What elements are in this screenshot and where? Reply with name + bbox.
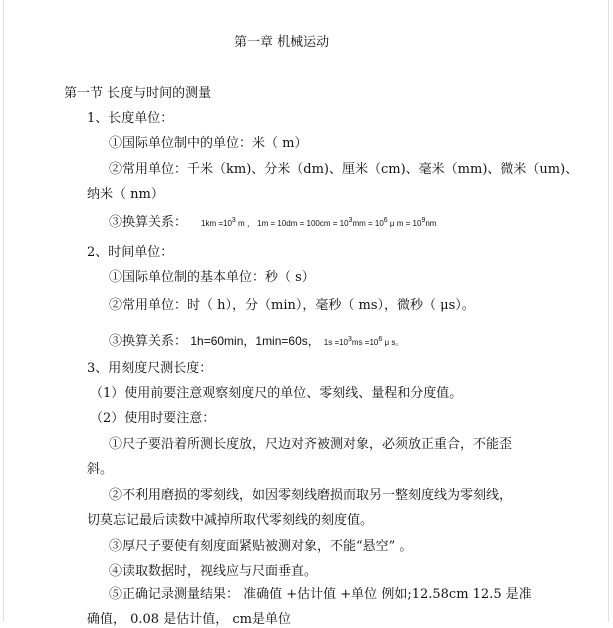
page-right-edge [608,0,609,622]
ruler-note-5: ⑤正确记录测量结果： 准确值 +估计值 +单位 例如;12.58cm 12.5 是准 [109,587,532,602]
ruler-heading: 3、用刻度尺测长度： [87,361,213,376]
length-conversion [109,215,436,232]
ruler-note-2-line1: ②不利用磨损的零刻线，如因零刻线磨损而取另一整刻度线为零刻线， [109,488,513,503]
chapter-title: 第一章 机械运动 [234,35,330,50]
length-conversion-formula: $1km =10^3$ m ， $1m = 10dm = 100cm = 10^3mm = 10^6$ μ $m = 10^9nm$ [201,217,437,228]
ruler-note-3: ③厚尺子要使有刻度面紧贴被测对象，不能“悬空” 。 [109,539,413,554]
length-si-unit: ①国际单位制中的单位：米（ m） [109,136,308,151]
time-conversion-label: ③换算关系： [109,334,188,349]
ruler-note-1-line1: ①尺子要沿着所测长度放，尺边对齐被测对象，必须放正重合，不能歪 [109,437,513,452]
time-si-unit: ①国际单位制的基本单位：秒（ s） [109,270,315,285]
time-common-units: ②常用单位：时（ h），分（min），毫秒（ ms），微秒（ μs）。 [109,298,475,313]
ruler-note-4: ④读取数据时，视线应与尺面垂直。 [109,564,318,579]
time-conversion-main: 1h=60min，1min=60s， [187,334,320,348]
time-unit-heading: 2、时间单位： [87,245,174,260]
length-common-units-line1: ②常用单位：千米（km)、分米（dm)、厘米（cm)、毫米（mm)、微米（um)、 [109,162,579,177]
ruler-note-5-continued: 确值， 0.08 是估计值， cm是单位 [87,612,291,627]
section-heading: 第一节 长度与时间的测量 [64,86,212,101]
time-conversion [109,333,403,351]
length-unit-heading: 1、长度单位： [87,111,174,126]
ruler-before-use: （1）使用前要注意观察刻度尺的单位、零刻线、量程和分度值。 [90,386,463,401]
length-common-units-line2: 纳米（ nm） [87,187,164,202]
length-conversion-label: ③换算关系： [109,215,188,230]
ruler-note-1-line2: 斜。 [87,462,114,477]
ruler-during-use: （2）使用时要注意： [90,411,216,426]
page-left-edge [3,0,4,622]
time-conversion-formula: $1s =10^3ms =10^6$ μ s。 [323,336,404,347]
ruler-note-2-line2: 切莫忘记最后读数中减掉所取代零刻线的刻度值。 [87,513,374,528]
